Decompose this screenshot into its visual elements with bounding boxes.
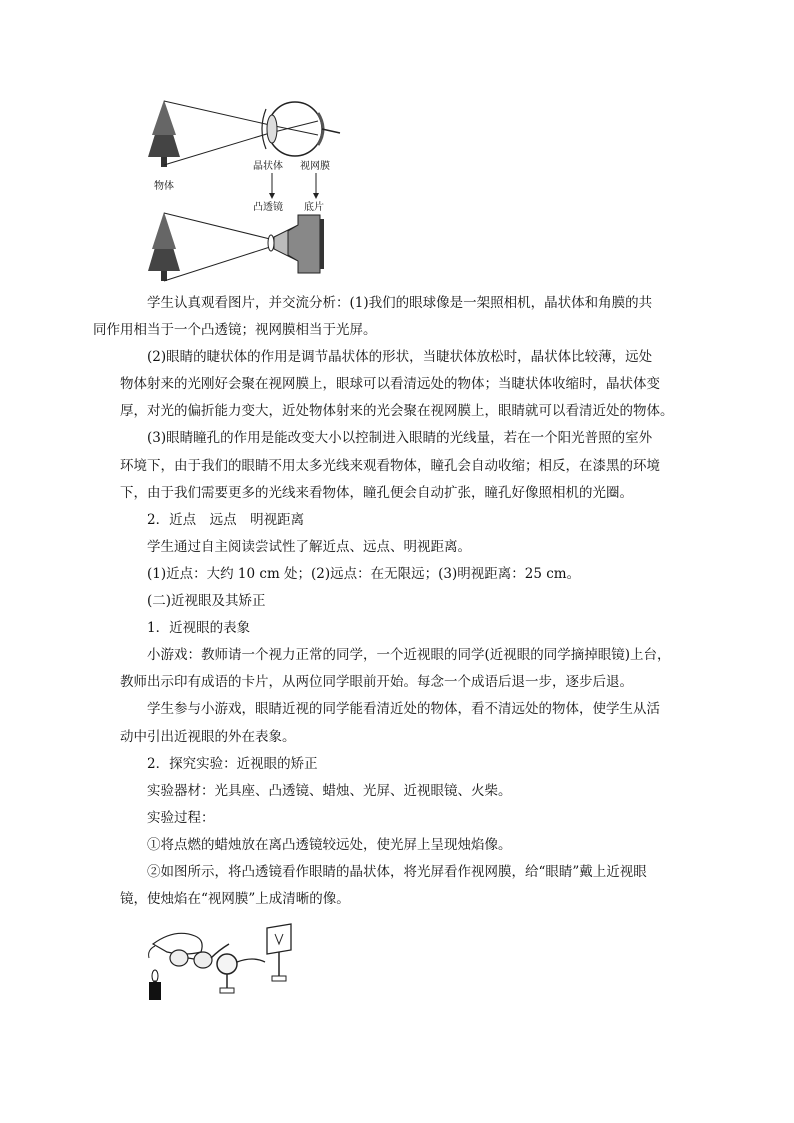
text-line: ②如图所示，将凸透镜看作眼睛的晶状体，将光屏看作视网膜，给“眼睛”戴上近视眼 xyxy=(147,863,647,880)
text-line: 厚，对光的偏折能力变大，近处物体射来的光会聚在视网膜上，眼睛就可以看清近处的物体。 xyxy=(120,403,674,420)
label-lens: 晶状体 xyxy=(253,161,283,172)
eye-camera-figure xyxy=(140,95,345,285)
text-line: 下，由于我们需要更多的光线来看物体，瞳孔便会自动扩张，瞳孔好像照相机的光圈。 xyxy=(120,484,633,501)
label-object: 物体 xyxy=(154,181,174,192)
experiment-figure xyxy=(145,922,300,1004)
label-convex-lens: 凸透镜 xyxy=(253,202,283,213)
document-body xyxy=(93,290,690,913)
text-line: 动中引出近视眼的外在表象。 xyxy=(120,728,296,745)
paragraph: 实验器材：光具座、凸透镜、蜡烛、光屏、近视眼镜、火柴。 xyxy=(147,782,512,799)
paragraph xyxy=(120,859,690,913)
text-line: (3)眼睛瞳孔的作用是能改变大小以控制进入眼睛的光线量，若在一个阳光普照的室外 xyxy=(147,430,653,447)
text-line: 教师出示印有成语的卡片，从两位同学眼前开始。每念一个成语后退一步，逐步后退。 xyxy=(120,674,633,691)
section-heading: (二)近视眼及其矫正 xyxy=(147,593,266,610)
text-line: 学生参与小游戏，眼睛近视的同学能看清近处的物体，看不清远处的物体，使学生从活 xyxy=(147,701,660,718)
text-line: 物体射来的光刚好会聚在视网膜上，眼球可以看清远处的物体；当睫状体收缩时，晶状体变 xyxy=(120,376,660,393)
paragraph: 实验过程： xyxy=(147,809,215,826)
paragraph xyxy=(93,290,690,344)
paragraph xyxy=(120,696,690,750)
text-line: 同作用相当于一个凸透镜；视网膜相当于光屏。 xyxy=(93,322,377,339)
text-line: 学生认真观看图片，并交流分析：(1)我们的眼球像是一架照相机，晶状体和角膜的共 xyxy=(147,295,653,311)
text-line: (2)眼睛的睫状体的作用是调节晶状体的形状，当睫状体放松时，晶状体比较薄，远处 xyxy=(147,349,653,366)
text-line: 环境下，由于我们的眼睛不用太多光线来观看物体，瞳孔会自动收缩；相反，在漆黑的环境 xyxy=(120,457,660,474)
section-heading: 1．近视眼的表象 xyxy=(147,620,251,637)
label-retina: 视网膜 xyxy=(300,161,330,172)
paragraph xyxy=(120,344,690,425)
paragraph: (1)近点：大约 10 cm 处；(2)远点：在无限远；(3)明视距离：25 cm。 xyxy=(147,565,581,582)
text-line: 镜，使烛焰在“视网膜”上成清晰的像。 xyxy=(120,891,350,908)
paragraph xyxy=(120,642,690,696)
paragraph xyxy=(120,425,690,506)
paragraph: 学生通过自主阅读尝试性了解近点、远点、明视距离。 xyxy=(147,538,471,555)
paragraph: ①将点燃的蜡烛放在离凸透镜较远处，使光屏上呈现烛焰像。 xyxy=(147,836,512,853)
section-heading: 2．探究实验：近视眼的矫正 xyxy=(147,755,318,772)
text-line: 小游戏：教师请一个视力正常的同学，一个近视眼的同学(近视眼的同学摘掉眼镜)上台， xyxy=(147,647,671,664)
section-heading: 2．近点 远点 明视距离 xyxy=(147,511,305,528)
label-film: 底片 xyxy=(304,202,324,213)
